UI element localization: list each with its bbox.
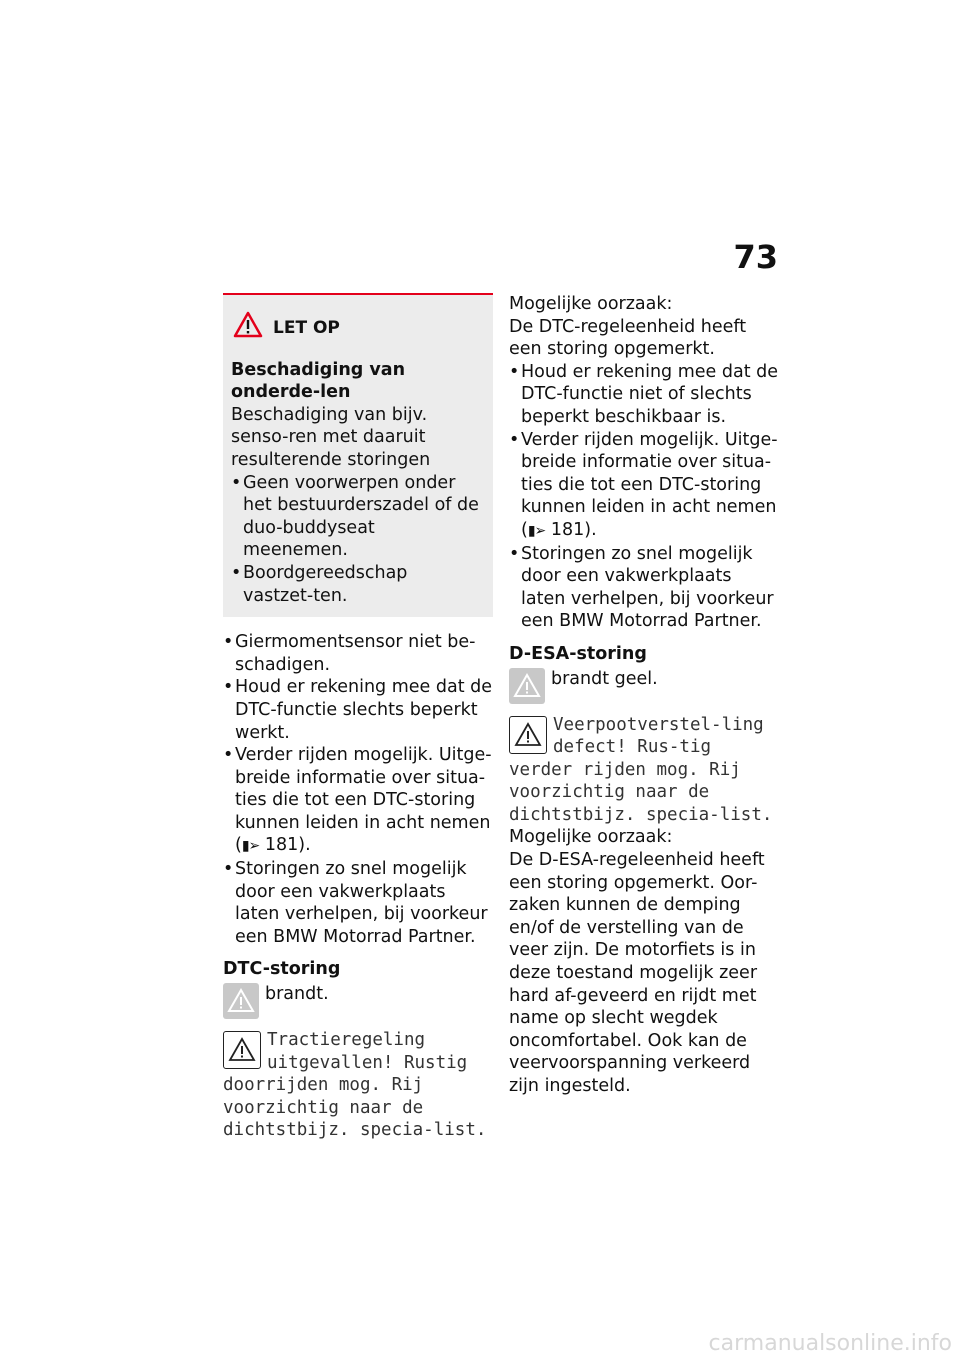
page-reference-arrow-icon: ▮➢ — [241, 838, 260, 855]
list-item: • Verder rijden mogelijk. Uitge-breide informatie over situa-ties die tot een DTC-storing kunnen leiden in acht nemen (▮➢ 181). — [223, 744, 493, 858]
list-item: • Houd er rekening mee dat de DTC-functie niet of slechts beperkt beschikbaar is. — [509, 361, 781, 429]
desa-heading: D-ESA-storing — [509, 643, 647, 664]
right-column — [509, 293, 781, 1098]
page-reference-arrow-icon: ▮➢ — [527, 522, 546, 539]
warning-triangle-icon — [233, 311, 263, 345]
dtc-heading: DTC-storing — [223, 959, 341, 980]
warning-list — [231, 472, 483, 608]
desa-message-text: Veerpootverstel-ling defect! Rus-tig verder rijden mog. Rij voorzichtig naar de dichtstbijz. specia-list. — [509, 714, 773, 825]
page-reference: 181). — [550, 519, 597, 540]
warning-box — [223, 293, 493, 617]
cause-label: Mogelijke oorzaak: — [509, 294, 673, 314]
list-item: • Geen voorwerpen onder het bestuurderszadel of de duo-buddyseat meenemen. — [231, 472, 483, 562]
warning-triangle-icon — [509, 716, 547, 754]
left-column — [223, 293, 493, 1142]
page-number: 73 — [733, 238, 778, 276]
list-item-text: Verder rijden mogelijk. Uitge-breide informatie over situa-ties die tot een DTC-storing kunnen leiden in acht nemen — [521, 429, 778, 518]
dtc-display-message — [223, 1029, 493, 1142]
traction-control-warning-lamp-icon — [223, 983, 259, 1019]
desa-lamp-text: brandt geel. — [551, 668, 658, 689]
dtc-message-text: Tractieregeling uitgevallen! Rustig doorrijden mog. Rij voorzichtig naar de dichtstbijz. specia-list. — [223, 1030, 487, 1141]
warning-heading: Beschadiging van onderde-len — [231, 359, 406, 403]
cause2-text: De D-ESA-regeleenheid heeft een storing opgemerkt. Oor-zaken kunnen de demping en/of de verstelling van de veer zijn. De motorfiets is in deze toestand mogelijk zeer hard af-geveerd en rijdt met name op slecht wegdek oncomfortabel. Ook kan de veervoorspanning verkeerd zijn ingesteld. — [509, 850, 765, 1096]
list-item: • Boordgereedschap vastzet-ten. — [231, 562, 483, 607]
warning-title: LET OP — [273, 317, 340, 338]
cause2-label: Mogelijke oorzaak: — [509, 827, 673, 848]
list-item: • Storingen zo snel mogelijk door een vakwerkplaats laten verhelpen, bij voorkeur een BMW Motorrad Partner. — [223, 858, 493, 948]
list-item-text: Verder rijden mogelijk. Uitge-breide informatie over situa-ties die tot een DTC-storing kunnen leiden in acht nemen — [235, 745, 492, 833]
warning-header — [231, 311, 483, 345]
list-item: • Giermomentsensor niet be-schadigen. — [223, 631, 493, 676]
cause-text: De DTC-regeleenheid heeft een storing opgemerkt. — [509, 316, 747, 360]
watermark: carmanualsonline.info — [708, 1331, 952, 1356]
dtc-lamp-row — [223, 983, 493, 1019]
list-item: • Verder rijden mogelijk. Uitge-breide informatie over situa-ties die tot een DTC-storing kunnen leiden in acht nemen (▮➢ 181). — [509, 429, 781, 543]
list-item: • Houd er rekening mee dat de DTC-functie slechts beperkt werkt. — [223, 676, 493, 744]
list-item: • Storingen zo snel mogelijk door een vakwerkplaats laten verhelpen, bij voorkeur een BMW Motorrad Partner. — [509, 543, 781, 633]
desa-display-message — [509, 714, 781, 827]
warning-text: Beschadiging van bijv. senso-ren met daaruit resulterende storingen — [231, 404, 431, 470]
dtc-lamp-text: brandt. — [265, 984, 329, 1005]
right-bullet-list — [509, 361, 781, 633]
left-bullet-list — [223, 631, 493, 948]
general-warning-lamp-icon — [509, 668, 545, 704]
page-reference: 181). — [264, 835, 311, 856]
warning-triangle-icon — [223, 1031, 261, 1069]
desa-lamp-row — [509, 668, 781, 704]
